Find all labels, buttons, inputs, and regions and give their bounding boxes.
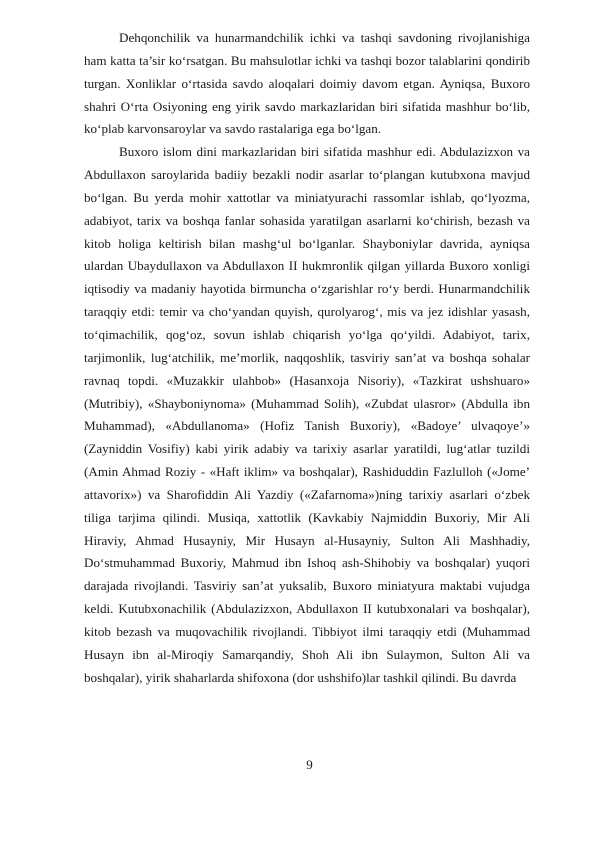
paragraph-bukhara-culture: Buxoro islom dini markazlaridan biri sifatida mashhur edi. Abdulazizxon va Abdullaxon saroylarida badiiy bezakli nodir asarlar to‘plangan kutubxona mavjud bo‘lgan. Bu yerda mohir xattotlar va miniatyurachi rassomlar ishlab, qo‘lyozma, adabiyot, tarix va boshqa fanlar sohasida yaratilgan asarlarni ko‘chirish, bezash va kitob holiga keltirish bilan mashg‘ul bo‘lganlar. Shayboniylar davrida, ayniqsa ulardan Ubaydullaxon va Abdullaxon II hukmronlik qilgan yillarda Buxoro xonligi iqtisodiy va madaniy hayotida birmuncha o‘zgarishlar ro‘y berdi. Hunarmandchilik taraqqiy etdi: temir va cho‘yandan quyish, qurolyarog‘, mis va jez idishlar yasash, to‘qimachilik, qog‘oz, sovun ishlab chiqarish yo‘lga qo‘yildi. Adabiyot, tarix, tarjimonlik, lug‘atchilik, me’morlik, naqqoshlik, tasviriy san’at va boshqa sohalar ravnaq topdi. «Muzakkir ulahbob» (Hasanxoja Nisoriy), «Tazkirat ushshuaro» (Mutribiy), «Shayboniynoma» (Muhammad Solih), «Zubdat ulasror» (Abdulla ibn Muhammad), «Abdullanoma» (Hofiz Tanish Buxoriy), «Badoye’ ulvaqoye’» (Zayniddin Vosifiy) kabi yirik adabiy va tarixiy asarlar yaratildi, lug‘atlar tuzildi (Amin Ahmad Roziy - «Haft iklim» va boshqalar), Rashiduddin Fazlulloh («Jome’ attavorix») va Sharofiddin Ali Yazdiy («Zafarnoma»)ning tarixiy asarlari o‘zbek tiliga tarjima qilindi. Musiqa, xattotlik (Kavkabiy Najmiddin Buxoriy, Mir Ali Hiraviy, Ahmad Husayniy, Mir Husayn al-Husayniy, Sulton Ali Mashhadiy, Do‘stmuhammad Buxoriy, Mahmud ibn Ishoq ash-Shihobiy va boshqalar) yuqori darajada rivojlandi. Tasviriy san’at yuksalib, Buxoro miniatyura maktabi vujudga keldi. Kutubxonachilik (Abdulazizxon, Abdullaxon II kutubxonalari va boshqalar), kitob bezash va muqovachilik rivojlandi. Tibbiyot ilmi taraqqiy etdi (Muhammad Husayn ibn al-Miroqiy Samarqandiy, Shoh Ali ibn Sulaymon, Sulton Ali va boshqalar), yirik shaharlarda shifoxona (dor ushshifo)lar tashkil qilindi. Bu davrda bbox=[84, 144, 530, 685]
page-number: 9 bbox=[306, 757, 313, 772]
paragraph-trade: Dehqonchilik va hunarmandchilik ichki va tashqi savdoning rivojlanishiga ham katta ta’sir ko‘rsatgan. Bu mahsulotlar ichki va tashqi bozor talablarini qondirib turgan. Xonliklar o‘rtasida savdo aloqalari doimiy davom etgan. Ayniqsa, Buxoro shahri O‘rta Osiyoning eng yirik savdo markazlaridan biri sifatida mashhur bo‘lib, ko‘plab karvonsaroylar va savdo rastalariga ega bo‘lgan. bbox=[84, 30, 530, 137]
document-page bbox=[84, 27, 530, 689]
